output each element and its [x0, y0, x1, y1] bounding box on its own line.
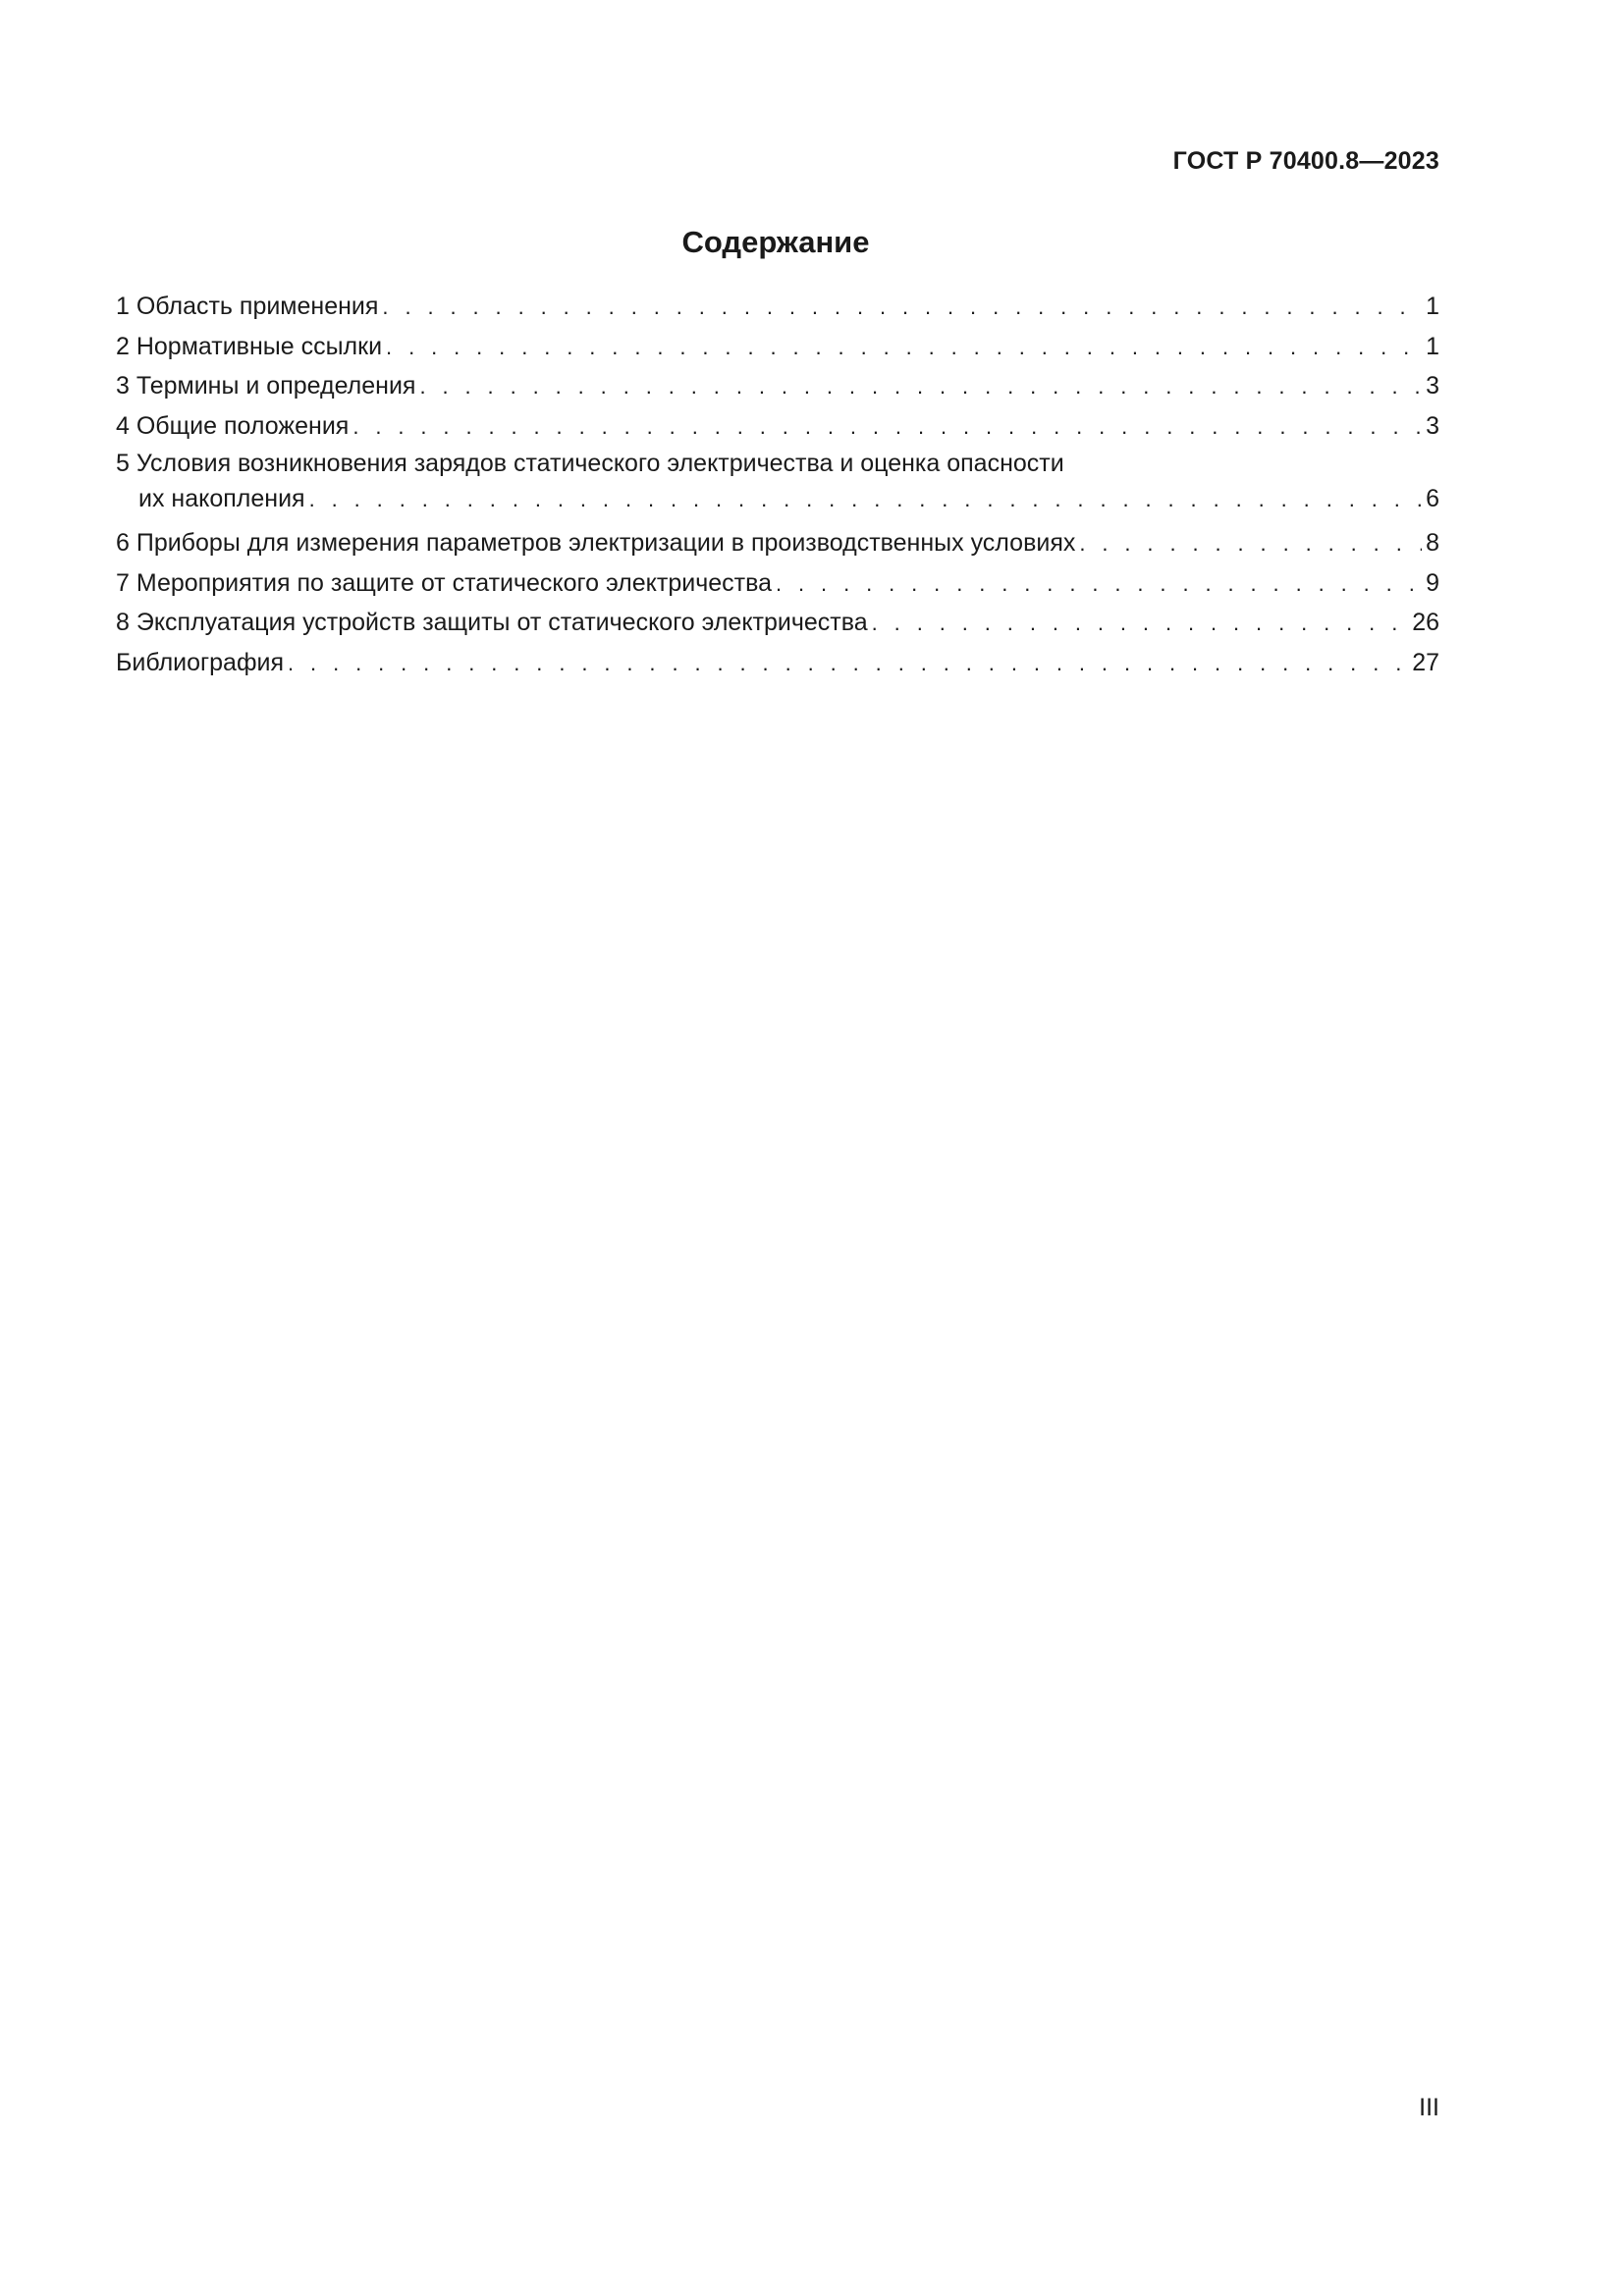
toc-entry-text: 5 Условия возникновения зарядов статического электричества и оценка опасности	[116, 450, 1064, 477]
toc-entry-text: 4 Общие положения	[116, 411, 350, 440]
toc-entry-page: 1	[1426, 293, 1439, 320]
page-number: III	[1419, 2094, 1439, 2121]
toc-entry-page: 8	[1426, 529, 1439, 557]
toc-entry-page: 1	[1426, 332, 1439, 360]
toc-entry-text: 1 Область применения	[116, 293, 379, 320]
toc-entry-text-continued: их накопления	[138, 485, 305, 512]
toc-entry-page: 26	[1412, 609, 1439, 636]
toc-entry-instruments[interactable]	[116, 523, 1439, 563]
dot-leader	[386, 328, 1422, 368]
toc-entry-normative-references[interactable]	[116, 327, 1439, 367]
toc-entry-text: 7 Мероприятия по защите от статического электричества	[116, 568, 772, 597]
toc-title: Содержание	[681, 225, 870, 259]
toc-entry-page: 9	[1426, 568, 1439, 597]
toc-entry-text: Библиография	[116, 648, 285, 676]
toc-entry-scope[interactable]	[116, 287, 1439, 327]
dot-leader	[288, 644, 1408, 684]
toc-entry-text: 6 Приборы для измерения параметров электризации в производственных условиях	[116, 529, 1076, 557]
toc-entry-terms[interactable]	[116, 366, 1439, 406]
dot-leader	[776, 564, 1422, 605]
toc-entry-page: 6	[1426, 485, 1439, 512]
document-code: ГОСТ Р 70400.8—2023	[1172, 147, 1439, 175]
toc-entry-protection-measures[interactable]	[116, 563, 1439, 604]
dot-leader	[419, 367, 1422, 407]
toc-entry-page: 27	[1412, 648, 1439, 676]
toc-entry-text: 3 Термины и определения	[116, 372, 416, 400]
dot-leader	[382, 288, 1422, 328]
dot-leader	[872, 604, 1409, 644]
table-of-contents	[116, 287, 1439, 682]
dot-leader	[1079, 524, 1422, 564]
toc-entry-bibliography[interactable]	[116, 643, 1439, 683]
dot-leader	[309, 482, 1423, 517]
toc-entry-page: 3	[1426, 411, 1439, 440]
toc-entry-text: 8 Эксплуатация устройств защиты от статического электричества	[116, 609, 868, 636]
dot-leader	[352, 407, 1422, 448]
toc-entry-text: 2 Нормативные ссылки	[116, 332, 383, 360]
toc-entry-page: 3	[1426, 372, 1439, 400]
toc-entry-charge-conditions[interactable]	[116, 446, 1439, 523]
toc-entry-operation[interactable]	[116, 603, 1439, 643]
toc-entry-general[interactable]	[116, 406, 1439, 447]
